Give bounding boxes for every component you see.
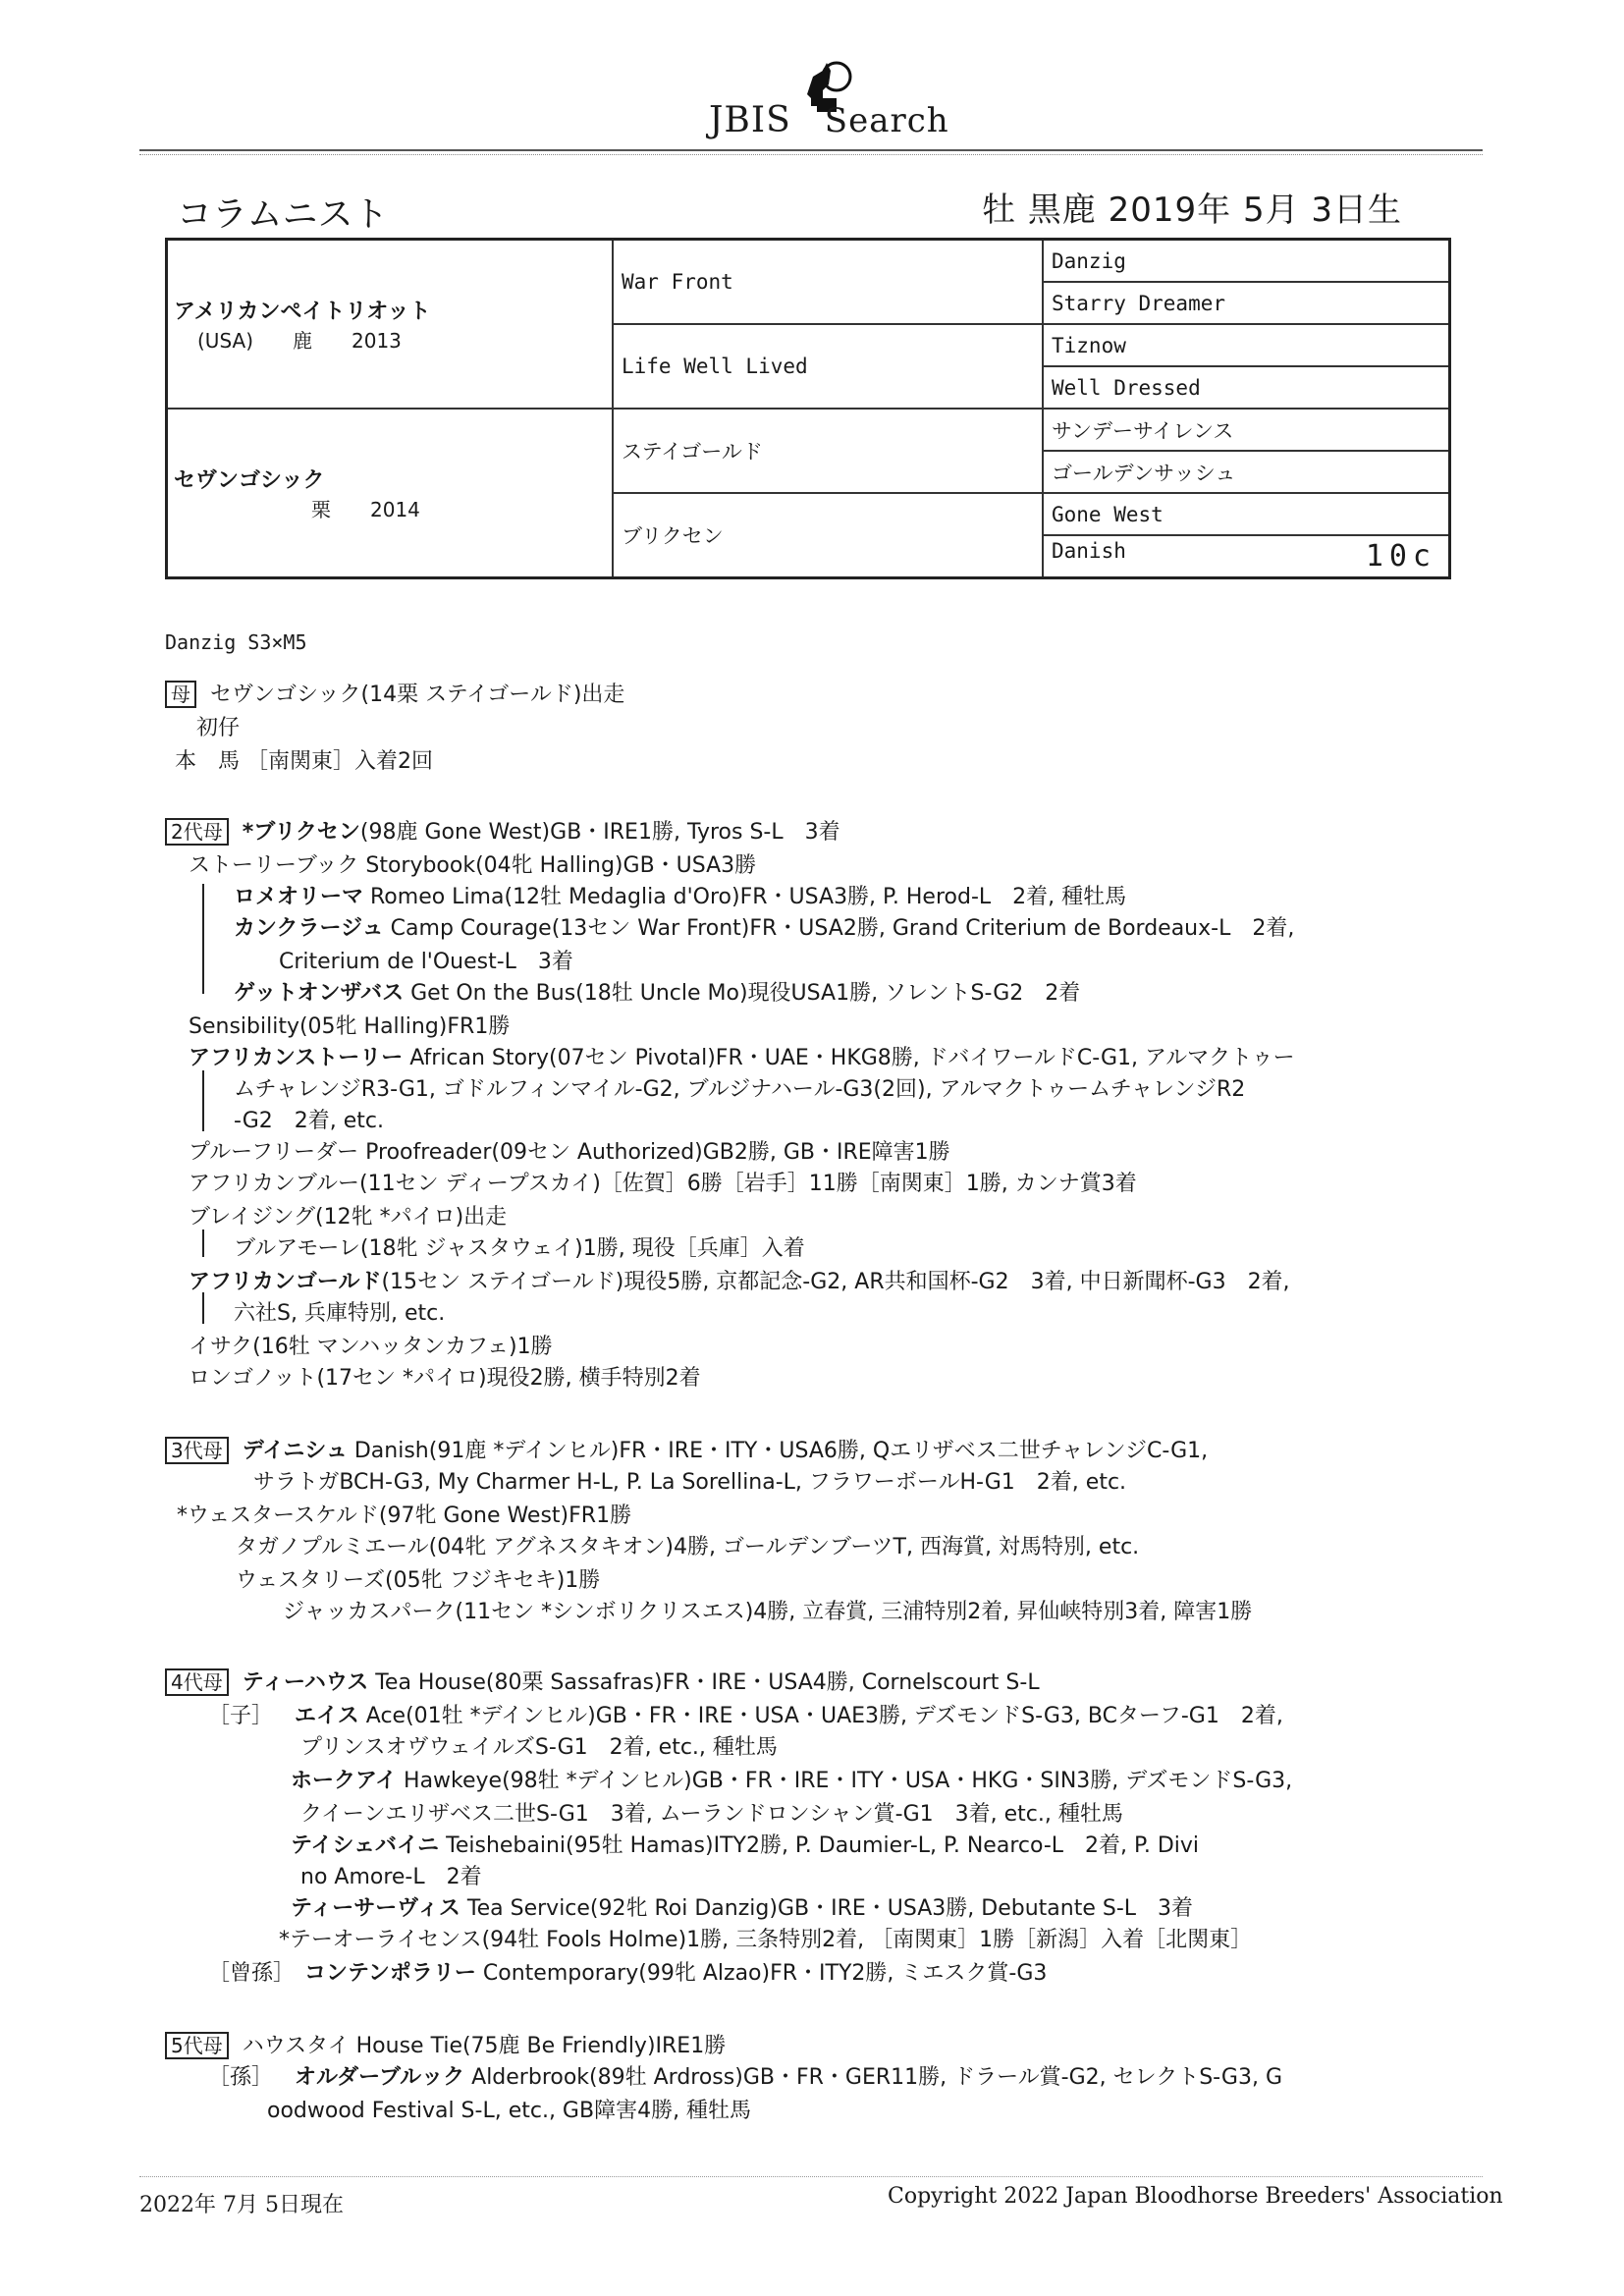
pedigree-dss: サンデーサイレンス — [1043, 409, 1450, 451]
family-line-row — [208, 1956, 1047, 1987]
family-line: ムチャレンジR3-G1, ゴドルフィンマイル-G2, ブルジナハール-G3(2回), アルマクトゥームチャレンジR2 — [234, 1077, 1246, 1102]
family-line-row — [234, 880, 1126, 910]
family-line: プリンスオヴウェイルズS-G1 2着, etc., 種牡馬 — [300, 1735, 778, 1760]
section-3rd-dam — [165, 1434, 1208, 1464]
family-line-name: エイス — [295, 1704, 359, 1728]
copyright: Copyright 2022 Japan Bloodhorse Breeders' Association — [888, 2184, 1503, 2209]
family-line-name: ティーサーヴィス — [291, 1896, 460, 1921]
family-line-row — [189, 1265, 1290, 1295]
family-line: 本 馬 ［南関東］入着2回 — [175, 749, 433, 774]
family-line: Romeo Lima(12牡 Medaglia d'Oro)FR・USA3勝, P. Herod-L 2着, 種牡馬 — [363, 885, 1127, 909]
family-line: *テーオーライセンス(94牡 Fools Holme)1勝, 三条特別2着, ［南関東］1勝［新潟］入着［北関東］ — [279, 1928, 1253, 1952]
pedigree-dds: Gone West — [1043, 493, 1450, 535]
family-line-name: アフリカンゴールド — [189, 1270, 382, 1294]
family-line-name: ティーハウス — [242, 1670, 369, 1695]
family-line-name: デイニシュ — [242, 1439, 348, 1463]
logo-wordmark — [709, 100, 949, 140]
family-line-row — [189, 1041, 1295, 1071]
family-line: Camp Courage(13セン War Front)FR・USA2勝, Grand Criterium de Bordeaux-L 2着, — [383, 916, 1295, 941]
dam-name: セヴンゴシック — [174, 468, 325, 493]
family-line: *ウェスタースケルド(97牝 Gone West)FR1勝 — [177, 1503, 632, 1528]
family-line: クイーンエリザベス二世S-G1 3着, ムーランドロンシャン賞-G1 3着, etc., 種牡馬 — [300, 1802, 1123, 1827]
family-line: (98鹿 Gone West)GB・IRE1勝, Tyros S-L 3着 — [359, 820, 840, 845]
family-line: ウェスタリーズ(05牝 フジキセキ)1勝 — [236, 1568, 601, 1593]
pedigree-sd: Life Well Lived — [613, 324, 1043, 409]
family-line: プルーフリーダー Proofreader(09セン Authorized)GB2勝, GB・IRE障害1勝 — [189, 1140, 950, 1165]
header-rule-dotted — [139, 154, 1483, 155]
pedigree-ddd-cell — [1043, 535, 1450, 578]
section-5th-dam — [165, 2029, 726, 2059]
jbis-search-logo — [699, 55, 954, 143]
family-line: ストーリーブック Storybook(04牝 Halling)GB・USA3勝 — [189, 853, 757, 878]
family-line-name: ゲットオンザバス — [234, 981, 405, 1006]
family-line-row — [208, 2060, 1282, 2091]
pedigree-dam — [167, 409, 614, 578]
family-line: イサク(16牡 マンハッタンカフェ)1勝 — [189, 1335, 553, 1359]
family-line: Tea House(80栗 Sassafras)FR・IRE・USA4勝, Cornelscourt S-L — [368, 1670, 1040, 1695]
family-line: Teishebaini(95牡 Hamas)ITY2勝, P. Daumier-L, P. Nearco-L 2着, P. Divi — [439, 1833, 1200, 1858]
pedigree-sss: Danzig — [1043, 240, 1450, 283]
family-line: 六社S, 兵庫特別, etc. — [234, 1301, 446, 1326]
section-2nd-dam — [165, 815, 840, 846]
pedigree-ds: ステイゴールド — [613, 409, 1043, 493]
family-line-name: *ブリクセン — [242, 820, 360, 845]
family-line: ロンゴノット(17セン *パイロ)現役2勝, 横手特別2着 — [189, 1366, 701, 1391]
label-grandchild: ［孫］ — [208, 2065, 274, 2090]
header-rule — [139, 149, 1483, 151]
family-line: oodwood Festival S-L, etc., GB障害4勝, 種牡馬 — [267, 2099, 752, 2123]
dam-detail: 栗 2014 — [311, 498, 420, 521]
family-line: ブレイジング(12牝 *パイロ)出走 — [189, 1205, 508, 1230]
inbreeding-note: Danzig S3×M5 — [165, 630, 307, 654]
section-dam — [165, 678, 624, 708]
family-line: Hawkeye(98牡 *デインヒル)GB・FR・IRE・ITY・USA・HKG・SIN3勝, デズモンドS-G3, — [397, 1769, 1293, 1793]
family-line: ブルアモーレ(18牝 ジャスタウェイ)1勝, 現役［兵庫］入着 — [234, 1236, 805, 1261]
family-line-name: オルダーブルック — [295, 2065, 465, 2090]
family-line-name: コンテンポラリー — [304, 1961, 476, 1986]
family-number: 10c — [1365, 539, 1436, 574]
family-line-name: アフリカンストーリー — [189, 1046, 404, 1070]
sire-name: アメリカンペイトリオット — [174, 300, 431, 324]
family-line: Danish(91鹿 *デインヒル)FR・IRE・ITY・USA6勝, Qエリザベス二世チャレンジC-G1, — [347, 1439, 1209, 1463]
family-line: ジャッカスパーク(11セン *シンボリクリスエス)4勝, 立春賞, 三浦特別2着, 昇仙峡特別3着, 障害1勝 — [283, 1600, 1253, 1624]
pedigree-sdd: Well Dressed — [1043, 366, 1450, 409]
label-dam-box: 母 — [165, 681, 196, 708]
label-2nd-dam-box: 2代母 — [165, 818, 229, 846]
logo-jbis-text: JBIS — [709, 100, 791, 140]
family-line: Tea Service(92牝 Roi Danzig)GB・IRE・USA3勝, Debutante S-L 3着 — [460, 1896, 1194, 1921]
family-line: 初仔 — [196, 716, 241, 740]
family-line: African Story(07セン Pivotal)FR・UAE・HKG8勝, ドバイワールドC-G1, アルマクトゥー — [403, 1046, 1295, 1070]
family-line-row — [208, 1699, 1283, 1729]
tree-bar — [202, 884, 204, 994]
footer-rule — [139, 2176, 1483, 2177]
family-line: セヴンゴシック(14栗 ステイゴールド)出走 — [210, 683, 625, 707]
family-line: (15セン ステイゴールド)現役5勝, 京都記念-G2, AR共和国杯-G2 3着, 中日新聞杯-G3 2着, — [381, 1270, 1290, 1294]
horse-info: 牡 黒鹿 2019年 5月 3日生 — [982, 191, 1403, 230]
pedigree-dsd: ゴールデンサッシュ — [1043, 451, 1450, 493]
family-line: Ace(01牡 *デインヒル)GB・FR・IRE・USA・UAE3勝, デズモンドS-G3, BCターフ-G1 2着, — [358, 1704, 1283, 1728]
family-line: Contemporary(99牝 Alzao)FR・ITY2勝, ミエスク賞-G3 — [475, 1961, 1048, 1986]
family-line: -G2 2着, etc. — [234, 1109, 385, 1133]
sire-detail: (USA) 鹿 2013 — [197, 329, 402, 353]
family-line-row — [291, 1764, 1292, 1794]
family-line: Alderbrook(89牡 Ardross)GB・FR・GER11勝, ドラール賞-G2, セレクトS-G3, G — [464, 2065, 1282, 2090]
as-of-date: 2022年 7月 5日現在 — [139, 2193, 344, 2217]
tree-bar — [202, 1230, 204, 1257]
logo-search-text: Search — [824, 101, 949, 140]
family-line-row — [234, 976, 1080, 1007]
pedigree-sire — [167, 240, 614, 410]
label-child: ［子］ — [208, 1704, 274, 1728]
family-line-name: ロメオリーマ — [234, 885, 364, 909]
pedigree-table — [165, 238, 1451, 579]
pedigree-ssd: Starry Dreamer — [1043, 282, 1450, 324]
tree-bar — [202, 1292, 204, 1324]
family-line: タガノプルミエール(04牝 アグネスタキオン)4勝, ゴールデンブーツT, 西海賞, 対馬特別, etc. — [236, 1535, 1140, 1559]
family-line: サラトガBCH-G3, My Charmer H-L, P. La Sorellina-L, フラワーボールH-G1 2着, etc. — [253, 1470, 1127, 1495]
label-great-grandchild: ［曾孫］ — [208, 1961, 296, 1986]
family-line: Get On the Bus(18牡 Uncle Mo)現役USA1勝, ソレントS-G2 2着 — [404, 981, 1081, 1006]
family-line-name: テイシェバイニ — [291, 1833, 440, 1858]
family-line: no Amore-L 2着 — [300, 1865, 482, 1889]
pedigree-sds: Tiznow — [1043, 324, 1450, 366]
horse-name: コラムニスト — [177, 194, 389, 235]
family-line-row — [234, 911, 1294, 942]
family-line: Criterium de l'Ouest-L 3着 — [279, 950, 573, 974]
family-line-row — [291, 1829, 1199, 1859]
family-line: アフリカンブルー(11セン ディープスカイ)［佐賀］6勝［岩手］11勝［南関東］1勝, カンナ賞3着 — [189, 1172, 1137, 1196]
family-line-row — [291, 1891, 1193, 1922]
label-5th-dam-box: 5代母 — [165, 2032, 229, 2059]
pedigree-dd: ブリクセン — [613, 493, 1043, 578]
family-line: ハウスタイ House Tie(75鹿 Be Friendly)IRE1勝 — [242, 2034, 727, 2058]
label-3rd-dam-box: 3代母 — [165, 1437, 229, 1464]
section-4th-dam — [165, 1666, 1040, 1696]
family-line-name: ホークアイ — [291, 1769, 398, 1793]
tree-bar — [202, 1070, 204, 1131]
label-4th-dam-box: 4代母 — [165, 1668, 229, 1696]
family-line: Sensibility(05牝 Halling)FR1勝 — [189, 1014, 511, 1039]
pedigree-ss: War Front — [613, 240, 1043, 325]
family-line-name: カンクラージュ — [234, 916, 384, 941]
pedigree-ddd: Danish — [1052, 539, 1126, 563]
